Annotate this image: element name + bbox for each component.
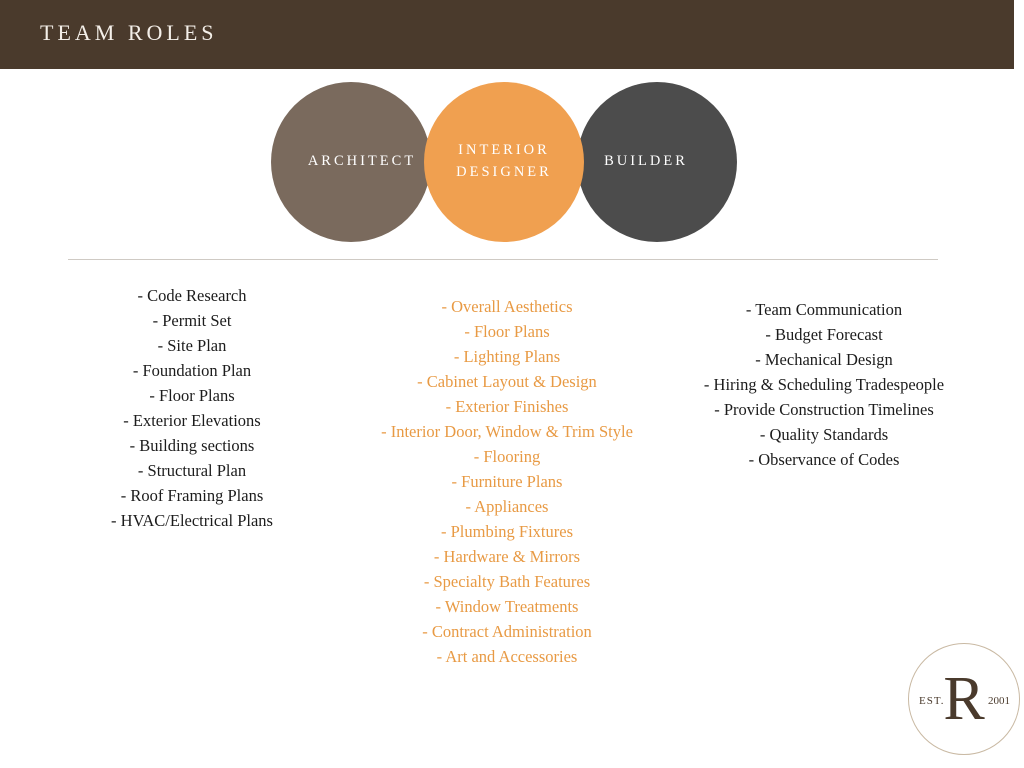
list-item: - Contract Administration [422,622,592,641]
venn-diagram [0,69,1024,259]
role-columns [0,275,1024,695]
list-item: - HVAC/Electrical Plans [111,511,273,530]
venn-circle-architect-label: ARCHITECT [307,153,417,170]
list-item: - Quality Standards [759,425,889,444]
list-item: - Observance of Codes [748,450,900,469]
list-item: - Code Research [137,286,247,305]
venn-circle-architect [271,82,431,242]
list-item: - Structural Plan [137,461,247,480]
column-architect [60,283,324,533]
venn-circle-builder [577,82,737,242]
list-item: - Hardware & Mirrors [433,547,581,566]
list-item: - Provide Construction Timelines [714,400,934,419]
list-item: - Site Plan [157,336,227,355]
list-item: - Cabinet Layout & Design [417,372,597,391]
list-item: - Overall Aesthetics [441,297,573,316]
list-item: - Appliances [465,497,549,516]
list-item: - Budget Forecast [765,325,883,344]
list-item: - Exterior Elevations [123,411,261,430]
list-item: - Roof Framing Plans [120,486,264,505]
brand-logo [908,643,1020,755]
list-item: - Flooring [473,447,541,466]
list-item: - Building sections [129,436,255,455]
list-item: - Exterior Finishes [445,397,569,416]
list-item: - Floor Plans [464,322,550,341]
header-right-strip [1014,0,1024,69]
list-item: - Specialty Bath Features [423,572,591,591]
column-builder [674,297,974,472]
list-item: - Interior Door, Window & Trim Style [381,422,633,441]
section-divider [68,259,938,260]
page-title: TEAM ROLES [40,20,218,45]
logo-year: 2001 [988,695,1010,707]
list-item: - Window Treatments [435,597,579,616]
venn-circle-interior-designer [424,82,584,242]
list-item: - Furniture Plans [451,472,563,491]
venn-circle-builder-label: BUILDER [604,153,688,170]
list-item: - Art and Accessories [436,647,578,666]
column-interior-designer [340,294,674,669]
list-item: - Lighting Plans [453,347,561,366]
logo-est-label: EST. [919,695,945,707]
list-item: - Mechanical Design [755,350,893,369]
list-item: - Plumbing Fixtures [440,522,573,541]
list-item: - Team Communication [745,300,903,319]
venn-circle-interior-designer-label: INTERIOR DESIGNER [456,142,552,180]
logo-monogram: R [943,665,985,733]
list-item: - Hiring & Scheduling Tradespeople [703,375,945,394]
header-bar [0,0,1014,69]
list-item: - Floor Plans [149,386,235,405]
list-item: - Permit Set [152,311,232,330]
list-item: - Foundation Plan [132,361,252,380]
